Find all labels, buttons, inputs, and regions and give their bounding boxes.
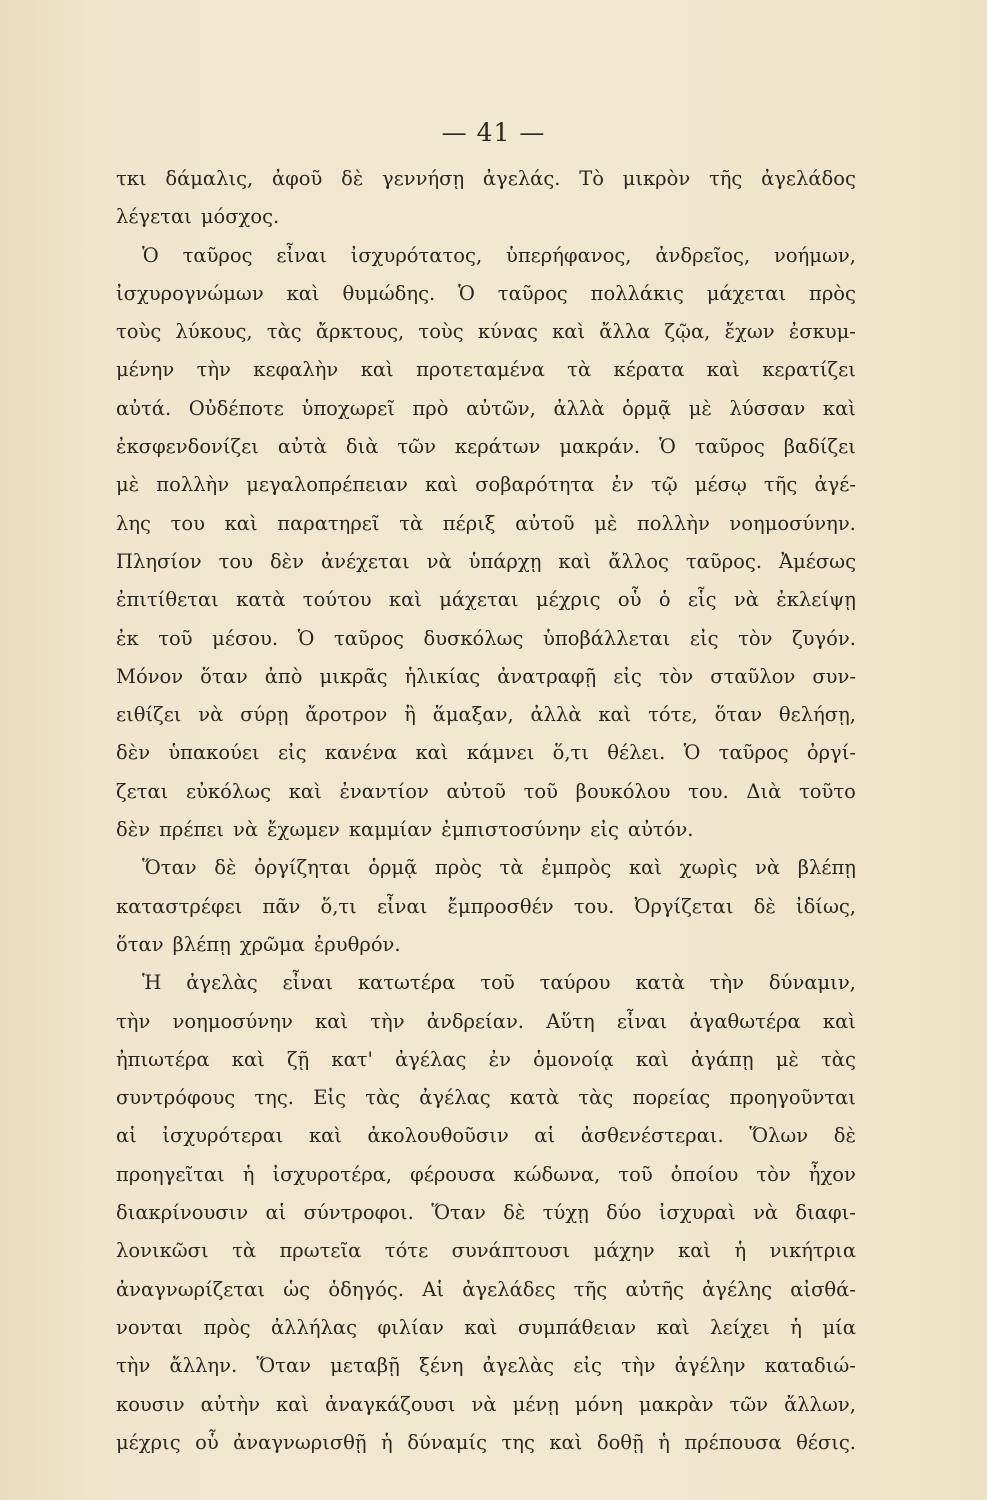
text-line: καταστρέφει πᾶν ὅ,τι εἶναι ἔμπροσθέν του. Ὀργίζεται δὲ ἰδίως, [116,894,856,918]
text-line: ἰσχυρογνώμων καὶ θυμώδης. Ὁ ταῦρος πολλάκις μάχεται πρὸς [116,281,856,305]
text-line: ὅταν βλέπῃ χρῶμα ἐρυθρόν. [116,932,401,956]
text-line: τκι δάμαλις, ἀφοῦ δὲ γεννήσῃ ἀγελάς. Τὸ μικρὸν τῆς ἀγελάδος [116,167,856,190]
text-line: λέγεται μόσχος. [116,205,280,229]
body-text [116,160,856,1462]
text-line: κουσιν αὐτὴν καὶ ἀναγκάζουσι νὰ μένῃ μόνη μακρὰν τῶν ἄλλων, [116,1392,856,1416]
text-line: προηγεῖται ἡ ἰσχυροτέρα, φέρουσα κώδωνα, τοῦ ὁποίου τὸν ἦχον [116,1162,856,1186]
text-line: μὲ πολλὴν μεγαλοπρέπειαν καὶ σοβαρότητα ἐν τῷ μέσῳ τῆς ἀγέ- [116,473,856,497]
text-line: Ὅταν δὲ ὀργίζηται ὁρμᾷ πρὸς τὰ ἐμπρὸς καὶ χωρὶς νὰ βλέπῃ [142,856,856,880]
text-line: ἐκσφενδονίζει αὐτὰ διὰ τῶν κεράτων μακράν. Ὁ ταῦρος βαδίζει [116,435,856,459]
text-line: αἱ ἰσχυρότεραι καὶ ἀκολουθοῦσιν αἱ ἀσθενέστεραι. Ὅλων δὲ [116,1124,856,1148]
text-line: μέχρις οὗ ἀναγνωρισθῇ ἡ δύναμίς της καὶ δοθῇ ἡ πρέπουσα θέσις. [116,1430,856,1454]
text-line: τοὺς λύκους, τὰς ἄρκτους, τοὺς κύνας καὶ ἄλλα ζῷα, ἔχων ἐσκυμ- [116,320,856,344]
text-line: νονται πρὸς ἀλλήλας φιλίαν καὶ συμπάθειαν καὶ λείχει ἡ μία [116,1315,856,1339]
text-line: τὴν ἄλλην. Ὅταν μεταβῇ ξένη ἀγελὰς εἰς τὴν ἀγέλην καταδιώ- [116,1354,856,1378]
text-line: διακρίνουσιν αἱ σύντροφοι. Ὅταν δὲ τύχῃ δύο ἰσχυραὶ νὰ διαφι- [116,1201,856,1225]
text-line: αὐτά. Οὐδέποτε ὑποχωρεῖ πρὸ αὐτῶν, ἀλλὰ ὁρμᾷ μὲ λύσσαν καὶ [116,396,856,420]
text-line: δὲν ὑπακούει εἰς κανένα καὶ κάμνει ὅ,τι θέλει. Ὁ ταῦρος ὀργί- [116,741,856,765]
text-line: συντρόφους της. Εἰς τὰς ἀγέλας κατὰ τὰς πορείας προηγοῦνται [116,1086,856,1110]
text-line: ἠπιωτέρα καὶ ζῇ κατ' ἀγέλας ἐν ὁμονοίᾳ καὶ ἀγάπῃ μὲ τὰς [116,1047,856,1071]
text-line: λονικῶσι τὰ πρωτεῖα τότε συνάπτουσι μάχην καὶ ἡ νικήτρια [116,1239,856,1263]
text-line: Πλησίον του δὲν ἀνέχεται νὰ ὑπάρχῃ καὶ ἄλλος ταῦρος. Ἀμέσως [116,549,856,573]
text-line: λης του καὶ παρατηρεῖ τὰ πέριξ αὐτοῦ μὲ πολλὴν νοημοσύνην. [116,511,856,535]
text-line: ἐκ τοῦ μέσου. Ὁ ταῦρος δυσκόλως ὑποβάλλεται εἰς τὸν ζυγόν. [116,626,856,650]
text-line: ειθίζει νὰ σύρῃ ἄροτρον ἢ ἅμαξαν, ἀλλὰ καὶ τότε, ὅταν θελήσῃ, [116,703,856,727]
text-line: δὲν πρέπει νὰ ἔχωμεν καμμίαν ἐμπιστοσύνην εἰς αὐτόν. [116,818,694,842]
text-line: τὴν νοημοσύνην καὶ τὴν ἀνδρείαν. Αὕτη εἶναι ἀγαθωτέρα καὶ [116,1009,856,1033]
text-line: μένην τὴν κεφαλὴν καὶ προτεταμένα τὰ κέρατα καὶ κερατίζει [116,358,856,382]
text-line: Ὁ ταῦρος εἶναι ἰσχυρότατος, ὑπερήφανος, ἀνδρεῖος, νοήμων, [142,243,856,267]
text-line: Μόνον ὅταν ἀπὸ μικρᾶς ἡλικίας ἀνατραφῇ εἰς τὸν σταῦλον συν- [116,664,856,688]
page-number: — 41 — [441,118,546,147]
text-line: ἐπιτίθεται κατὰ τούτου καὶ μάχεται μέχρις οὗ ὁ εἷς νὰ ἐκλείψῃ [116,588,856,612]
text-line: Ἡ ἀγελὰς εἶναι κατωτέρα τοῦ ταύρου κατὰ τὴν δύναμιν, [142,971,856,995]
text-line: ζεται εὐκόλως καὶ ἐναντίον αὐτοῦ τοῦ βουκόλου του. Διὰ τοῦτο [116,779,856,803]
text-line: ἀναγνωρίζεται ὡς ὁδηγός. Αἱ ἀγελάδες τῆς αὐτῆς ἀγέλης αἰσθά- [116,1277,856,1301]
